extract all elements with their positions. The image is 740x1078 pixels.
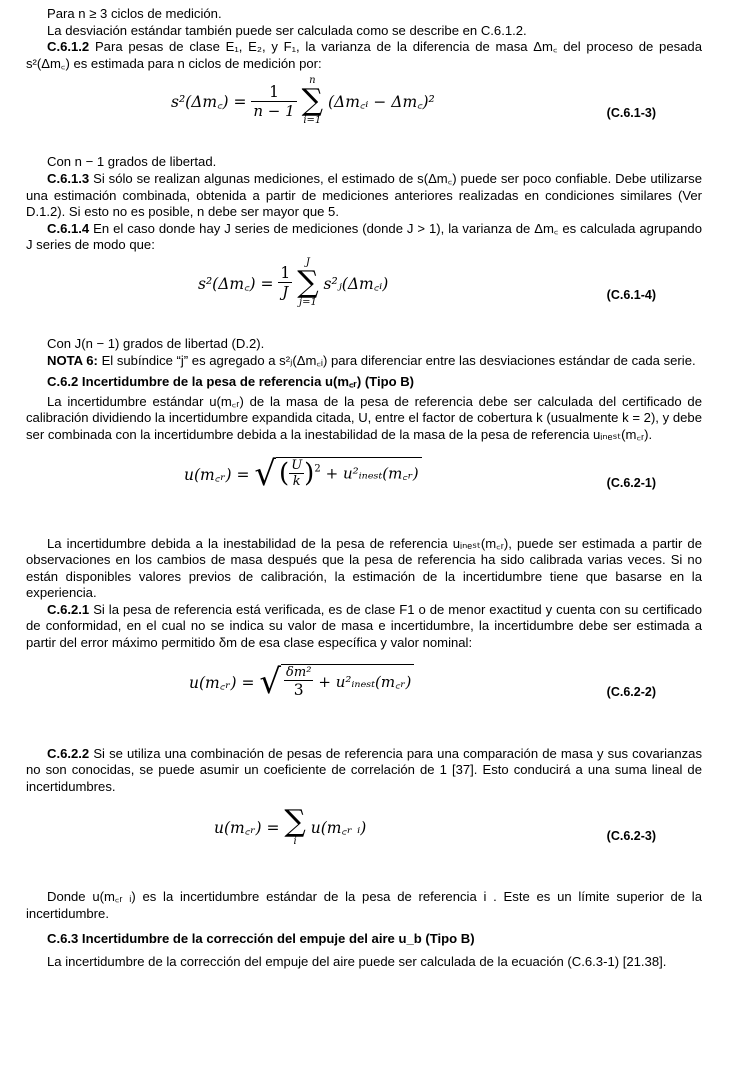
equation-c622	[26, 656, 702, 728]
clause-text: Si se utiliza una combinación de pesas de referencia para una comparación de masa y sus covarianzas no son conocidas, se puede asumir un coeficiente de correlación de 1 [37]. Esto conducirá a una suma lineal de incertidumbres.	[26, 745, 702, 794]
square-root: √ $\frac{\text{δm²}}{3}$ + u²ᵢₙₑₛₜ(m꜀ᵣ)	[259, 662, 414, 702]
note-text: El subíndice “j” es agregado a s²ⱼ(Δm꜀ᵢ) para diferenciar entre las desviaciones estándar de cada serie.	[101, 352, 696, 368]
section-heading: C.6.2 Incertidumbre de la pesa de referencia u(m꜀ᵣ) (Tipo B)	[47, 374, 415, 390]
summation-symbol: ∑ i	[284, 804, 306, 848]
paragraph: La incertidumbre debida a la inestabilidad de la pesa de referencia uᵢₙₑₛₜ(m꜀ᵣ), puede ser estimada a partir de observaciones en los cambios de masa después que la pesa de referencia ha sido calibrada varias veces. Si no están disponibles valores previos de calibración, la estimación de la incertidumbre tiene que basarse en la experiencia.	[26, 535, 702, 601]
summation-symbol: J ∑ j=1	[297, 256, 319, 308]
paragraph: La incertidumbre estándar u(m꜀ᵣ) de la masa de la pesa de referencia debe ser calculada del certificado de calibración dividiendo la incertidumbre expandida citada, U, entre el factor de cobertura k (usualmente k = 2), y debe ser combinada con la incertidumbre debida a la inestabilidad de la masa de la pesa de referencia uᵢₙₑₛₜ(m꜀ᵣ).	[26, 393, 702, 442]
paragraph: Para n ≥ 3 ciclos de medición.	[47, 6, 222, 21]
paragraph: Donde u(m꜀ᵣ ᵢ) es la incertidumbre estándar de la pesa de referencia i . Este es un límite superior de la incertidumbre.	[26, 889, 702, 922]
equation-label: (C.6.2-3)	[606, 829, 656, 844]
summation-symbol: n ∑ i=1	[301, 75, 324, 127]
eq-body: s²ⱼ(Δm꜀ᵢ)	[323, 274, 389, 293]
eq-lhs: s²(Δm꜀) =	[171, 93, 247, 112]
section-heading: C.6.3 Incertidumbre de la corrección del empuje del aire u_b (Tipo B)	[47, 930, 475, 946]
paragraph	[26, 171, 702, 221]
note-label: NOTA 6:	[47, 352, 98, 368]
equation-c614	[26, 258, 702, 332]
eq-fraction: $\frac{1}{J}$	[280, 264, 291, 302]
paragraph: La desviación estándar también puede ser calculada como se describe en C.6.1.2.	[47, 22, 527, 38]
paragraph	[26, 39, 702, 72]
equation-label: (C.6.2-1)	[606, 475, 656, 490]
eq-lhs: s²(Δm꜀) =	[198, 274, 274, 293]
clause-number: C.6.1.2	[47, 39, 90, 55]
clause-number: C.6.2.1	[47, 601, 90, 617]
equation-c621	[26, 448, 702, 518]
clause-text: En el caso donde hay J series de mediciones (donde J > 1), la varianza de Δm꜀ es calculada agrupando J series de modo que:	[26, 220, 702, 253]
paragraph	[26, 221, 702, 254]
clause-number: C.6.2.2	[47, 745, 90, 761]
clause-number: C.6.1.4	[47, 220, 90, 236]
paragraph: La incertidumbre de la corrección del empuje del aire puede ser calculada de la ecuación (C.6.3-1) [21.38].	[47, 954, 667, 970]
paragraph	[26, 602, 702, 652]
paragraph	[26, 746, 702, 796]
eq-body: u(m꜀ᵣ ᵢ)	[310, 819, 367, 838]
equation-label: (C.6.2-2)	[606, 684, 656, 699]
clause-text: Si la pesa de referencia está verificada, es de clase F1 o de menor exactitud y cuenta con su certificado de conformidad, en el cual no se indica su valor de masa e incertidumbre, la incertidumbre debe ser estimada a partir del error máximo permitido δm de esa clase específica y valor nominal:	[26, 601, 702, 651]
eq-body: + u²ᵢₙₑₛₜ(m꜀ᵣ)	[318, 672, 412, 691]
eq-lhs: u(m꜀ᵣ) =	[189, 673, 255, 692]
eq-lhs: u(m꜀ᵣ) =	[214, 819, 280, 838]
paragraph: Con n − 1 grados de libertad.	[47, 154, 217, 170]
equation-c623	[26, 799, 702, 873]
clause-text: Para pesas de clase E₁, E₂, y F₁, la varianza de la diferencia de masa Δm꜀ del proceso de pesada s²(Δm꜀) es estimada para n ciclos de medición por:	[26, 39, 702, 71]
paragraph: Con J(n − 1) grados de libertad (D.2).	[47, 335, 265, 351]
equation-label: (C.6.1-3)	[606, 106, 656, 121]
equation-c613	[26, 76, 702, 150]
equation-label: (C.6.1-4)	[606, 287, 656, 302]
clause-number: C.6.1.3	[47, 170, 90, 186]
square-root: √ ( $\frac{U}{k}$ )$^2$ + u²ᵢₙₑₛₜ(m꜀ᵣ)	[254, 454, 421, 494]
eq-lhs: u(m꜀ᵣ) =	[184, 465, 250, 484]
eq-fraction: $\frac{1}{n - 1}$	[253, 82, 295, 120]
note-paragraph	[26, 353, 702, 370]
document-page	[26, 6, 702, 971]
eq-body: + u²ᵢₙₑₛₜ(m꜀ᵣ)	[325, 464, 419, 483]
clause-text: Si sólo se realizan algunas mediciones, el estimado de s(Δm꜀) puede ser poco confiable. Debe utilizarse una estimación combinada, obtenida a partir de mediciones anteriores realizadas en condiciones similares (Ver D.1.2). Si esto no es posible, n debe ser mayor que 5.	[26, 170, 703, 220]
eq-body: (Δm꜀ᵢ − Δm꜀)²	[327, 93, 435, 112]
